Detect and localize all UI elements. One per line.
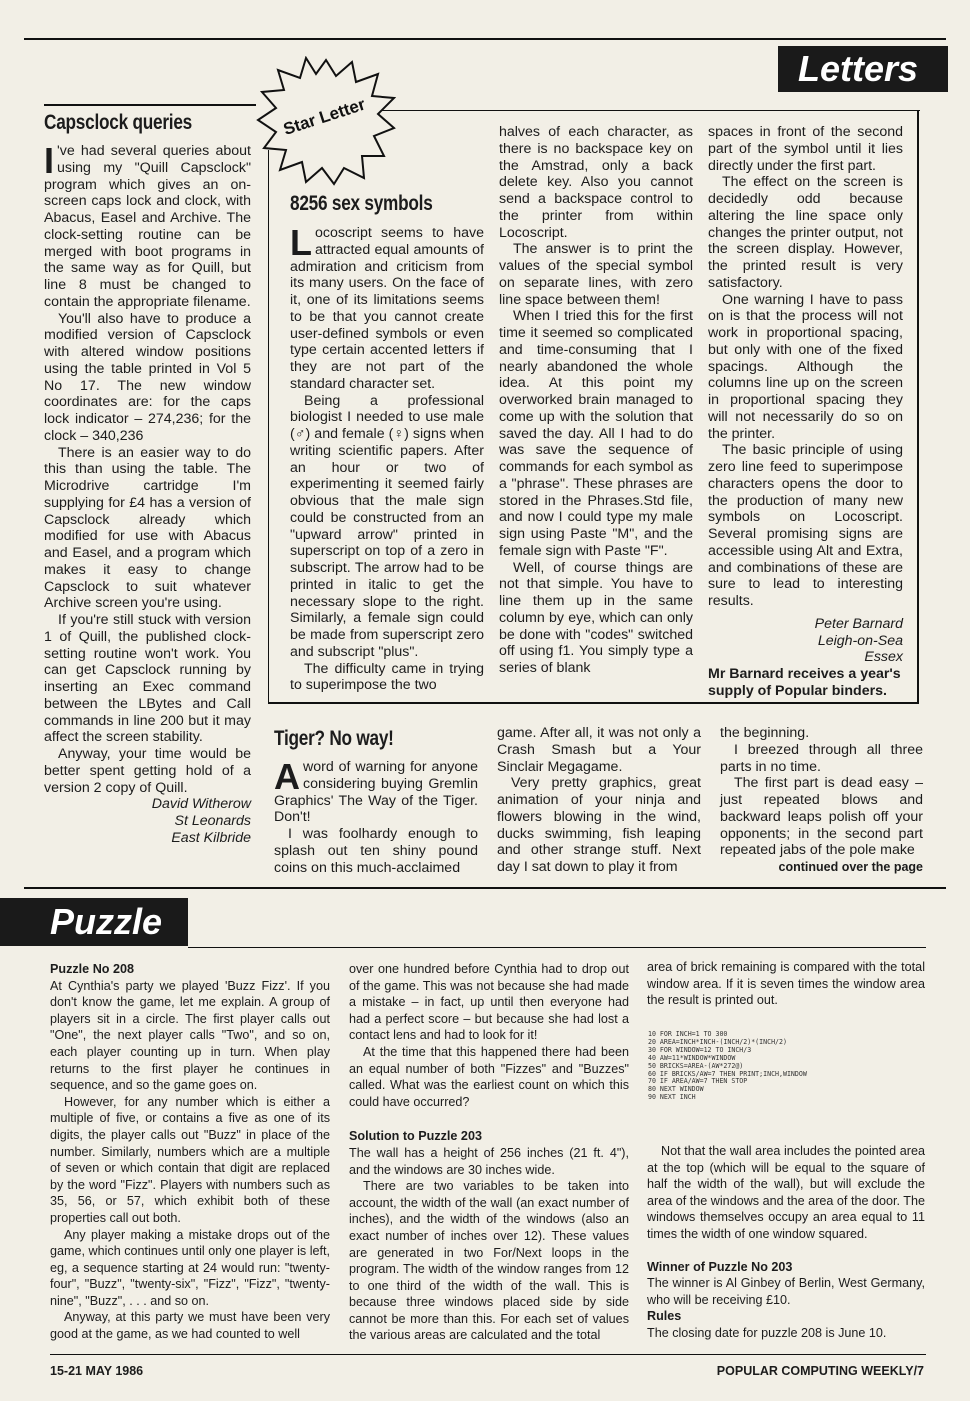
puzzle-col1-p3: Any player making a mistake drops out of the game, which continues until only one player is left, eg, a sequence starting at 24 would run: "twenty-four", "Buzz", "twenty-six", "Fizz", "Fizz", "twenty-nine", "Buzz", . . . and so on. [50, 1227, 331, 1308]
puzzle-col1 [50, 961, 330, 1343]
puzzle-col1-p1: At Cynthia's party we played 'Buzz Fizz'. If you don't know the game, let me explain. A group of players sit in a circle. The first player calls out "One", the next player calls "Two", and so on, each player counting up in turn. When play returns to the first player he continues in sequence, and so the game goes on. [50, 978, 330, 1093]
puzzle-col1-p2: However, for any number which is either a multiple of five, or contains a five as one of its digits, the player calls out "Buzz" in place of the number. Similarly, numbers which are a multiple of seven or which contain that digit are replaced by the word "Fizz". Players with numbers such as 35, 56, or 57, which exhibit both of these properties call out both. [50, 1094, 330, 1225]
solution-title: Solution to Puzzle 203 [349, 1129, 482, 1144]
capsclock-signature-region: East Kilbride [171, 829, 251, 846]
capsclock-top-rule [44, 104, 256, 106]
sex-symbols-col3-p1: spaces in front of the second part of the symbol until it lies directly under the first part. [708, 124, 903, 174]
sex-symbols-award: Mr Barnard receives a year's supply of Popular binders. [708, 666, 901, 699]
capsclock-signature-name: David Witherow [151, 796, 251, 813]
sex-symbols-col2-p1: halves of each character, as there is no backspace key on the Amstrad, only a back delete key. Also you cannot send a backspace control to the printer from within Locoscript. [499, 124, 693, 241]
program-listing: 10 FOR INCH=1 TO 300 20 AREA=INCH*INCH-(INCH/2)*(INCH/2) 30 FOR WINDOW=12 TO INCH/3 40 AW=11*WINDOW*WINDOW 50 BRICKS=AREA-(AW*272@) 60 IF BRICKS/AW=7 THEN PRINT;INCH,WINDOW 70 IF AREA/AW=7 THEN STOP 80 NEXT WINDOW 90 NEXT INCH [648, 1030, 807, 1102]
capsclock-p4: If you're still stuck with version 1 of Quill, the published clock-setting routine won't work. You can get Capsclock running by inserting an Exec command between the LBytes and Call commands in line 200 but it may affect the screen stability. [44, 612, 251, 746]
sex-symbols-col2 [499, 124, 693, 677]
sex-symbols-col1 [290, 222, 484, 694]
puzzle-col3-p2: Not that the wall area includes the pointed area at the top (which will be equal to the square of half the width of the wall), but will exclude the area of the windows and the area of the door. The windows themselves occupy an area equal to 11 times the width of one window squared. [647, 1144, 925, 1241]
tiger-col1-p1: word of warning for anyone considering buying Gremlin Graphics' The Way of the Tiger. Don't! [274, 759, 478, 826]
letters-banner: Letters [778, 46, 948, 92]
sex-symbols-headline: 8256 sex symbols [290, 192, 433, 215]
capsclock-dropcap: I [44, 140, 55, 181]
sex-symbols-col3-p4: The basic principle of using zero line feed to superimpose characters opens the door to the production of many new symbols on Locoscript. Several promising signs are accessible using Alt and Extra, and combinations of these are sure to lead to interesting results. [708, 442, 903, 609]
sex-symbols-col1-p1: ocoscript seems to have attracted equal amounts of admiration and criticism from its many users. On the face of it, one of its limitations seems to be that you cannot create user-defined symbols or even type certain accented letters if they are not part of the standard character set. [290, 225, 484, 392]
star-box-bottom [268, 702, 919, 704]
tiger-dropcap: A [274, 756, 300, 797]
puzzle-col3-p1: area of brick remaining is compared with the total window area. If it is seven times the window area the result is printed out. [647, 960, 925, 1008]
star-box-left [268, 150, 269, 704]
tiger-continued-note: continued over the page [778, 860, 923, 874]
capsclock-p2: You'll also have to produce a modified version of Capsclock with altered window positions using the table printed in Vol 5 No 17. The new window coordinates are: for the caps lock indicator – 274,236; for the clock – 340,236 [44, 310, 251, 444]
puzzle-col1-p4: Anyway, at this party we must have been very good at the game, as we had counted to well [50, 1310, 330, 1342]
tiger-col3-p1: the beginning. [720, 725, 810, 741]
section-separator [24, 887, 946, 889]
tiger-col1 [274, 756, 478, 876]
winner-text: The winner is Al Ginbey of Berlin, West Germany, who will be receiving £10. [647, 1276, 925, 1307]
puzzle-col3-top [647, 959, 925, 1009]
puzzle-col2-p1: over one hundred before Cynthia had to drop out of the game. This was not because she had made a mistake – in fact, up until then everyone had had a perfect score – but because she had lost a contact lens and had to look for it! [349, 962, 629, 1043]
tiger-headline: Tiger? No way! [274, 727, 394, 750]
puzzle-col2-p3: The wall has a height of 256 inches (21 ft. 4"), and the windows are 30 inches wide. [349, 1145, 629, 1177]
sex-symbols-signature-name: Peter Barnard [814, 615, 903, 632]
rules-text: The closing date for puzzle 208 is June 10. [647, 1325, 887, 1340]
sex-symbols-signature-county: Essex [864, 649, 903, 666]
capsclock-body [44, 140, 251, 847]
tiger-col1-p2: I was foolhardy enough to splash out ten shiny pound coins on this much-acclaimed [274, 826, 478, 876]
footer-date: 15-21 MAY 1986 [50, 1364, 144, 1378]
top-rule [24, 38, 946, 40]
tiger-col3-p2: I breezed through all three parts in no time. [720, 741, 923, 775]
bottom-rule [50, 1354, 926, 1355]
tiger-col2-p2: Very pretty graphics, great animation of your ninja and flowers blowing in the wind, ducks swimming, fish leaping and other strange stuff. Next day I sat down to play it from [497, 775, 701, 875]
puzzle-banner: Puzzle [0, 898, 188, 946]
sex-symbols-col1-p2: Being a professional biologist I needed to use male (♂) and female (♀) signs when writing scientific papers. After an hour or two of experimenting it seemed fairly obvious that the male sign could be constructed from an "upward arrow" printed in superscript on top of a zero in subscript. The arrow had to be printed in italic to get the necessary slope to the right. Similarly, a female sign could be made from superscript zero and subscript "plus". [290, 392, 484, 660]
sex-symbols-col1-p3: The difficulty came in trying to superimpose the two [290, 660, 484, 694]
sex-symbols-col2-p4: Well, of course things are not that simple. You have to line them up in the same column by eye, which can only be done with "codes" switched off using f1. You simply type a series of blank [499, 559, 693, 676]
puzzle-col2 [349, 961, 629, 1344]
puzzle-rule [188, 947, 926, 948]
capsclock-p1: 've had several queries about using my "Quill Capsclock" program which gives an on-screen caps lock and clock, with Abacus, Easel and Archive. The clock-setting routine can be merged with boot programs in the same way as for Quill, but line 8 must be changed to contain the appropriate filename. [44, 143, 251, 310]
puzzle-col2-p2: At the time that this happened there had been an equal number of both "Fizzes" and "Buzzes" called. What was the earliest count on which this could have occurred? [349, 1044, 629, 1109]
tiger-col3-p3: The first part is dead easy – just repeated blows and backward leaps polish off your opponents; in the second part repeated jabs of the pole make [720, 775, 923, 859]
rules-title: Rules [647, 1309, 682, 1324]
winner-title: Winner of Puzzle No 203 [647, 1259, 793, 1274]
sex-symbols-col3 [708, 124, 903, 700]
puzzle-col2-p4: There are two variables to be taken into account, the width of the wall (an exact number of inches), and the width of the windows (also an exact number of inches over 12). These values are generated in two For/Next loops in the program. The width of the window ranges from 12 to one third of the width of the wall. This is because three windows placed side by side cannot be more than this. For each set of values the various areas are calculated and the total [349, 1179, 629, 1343]
tiger-col3 [720, 725, 923, 876]
tiger-col2 [497, 725, 701, 876]
sex-symbols-col3-p2: The effect on the screen is decidedly odd because altering the line space only changes the printer output, not the screen display. However, the printed result is very satisfactory. [708, 174, 903, 291]
star-letter-burst [256, 56, 396, 186]
capsclock-signature-town: St Leonards [174, 813, 251, 829]
star-box-top [330, 110, 920, 111]
sex-symbols-dropcap: L [290, 222, 312, 263]
star-letter-text: Star Letter [280, 94, 368, 139]
capsclock-p5: Anyway, your time would be better spent getting hold of a version 2 copy of Quill. [44, 746, 251, 796]
capsclock-p3: There is an easier way to do this than using the table. The Microdrive cartridge I'm supplying for £4 has a version of Capsclock already which modified for use with Abacus and Easel, and a program which makes it easy to change Capsclock to suit whatever Archive screen you're using. [44, 444, 251, 612]
sex-symbols-signature-town: Leigh-on-Sea [817, 632, 903, 649]
capsclock-headline: Capsclock queries [44, 111, 193, 134]
star-box-right [917, 110, 919, 704]
footer-publication: POPULAR COMPUTING WEEKLY/7 [716, 1364, 924, 1378]
sex-symbols-col3-p3: One warning I have to pass on is that the process will not work in proportional spacing, but only with one of the fixed spacings. Although the columns line up on the screen in proportional spacing they will not necessarily do so on the printer. [708, 291, 903, 442]
sex-symbols-col2-p2: The answer is to print the values of the special symbol on separate lines, with zero line space between them! [499, 241, 693, 308]
tiger-col2-p1: game. After all, it was not only a Crash Smash but a Your Sinclair Megagame. [497, 725, 701, 775]
puzzle-col3-bottom [647, 1143, 925, 1342]
puzzle-title: Puzzle No 208 [50, 962, 134, 976]
sex-symbols-col2-p3: When I tried this for the first time it seemed so complicated and time-consuming that I nearly abandoned the whole idea. At this point my overworked brain managed to come up with the solution that saved the day. All I had to do was save the sequence of commands for each symbol as a "phrase". These phrases are stored in the Phrases.Std file, and now I could type my male sign using Paste "M", and the female sign with Paste "F". [499, 308, 693, 559]
